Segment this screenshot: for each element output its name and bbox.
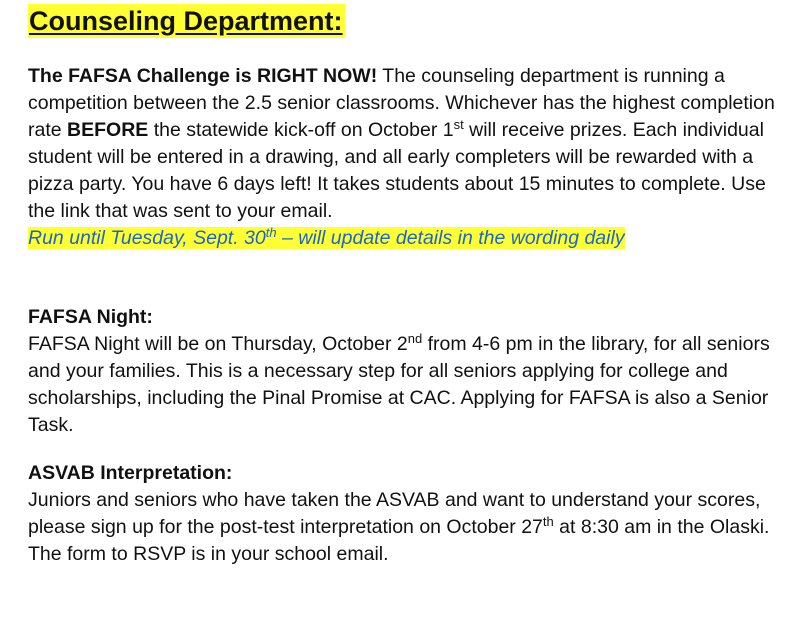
- asvab-ordinal-superscript: th: [542, 514, 554, 529]
- deadline-note: [28, 225, 788, 252]
- fafsa-challenge-text-1: The counseling department is running a competition between the 2.5 senior classrooms. Whichever has the highest completion rate: [28, 65, 775, 141]
- fafsa-challenge-text-2: the statewide kick-off on October 1: [148, 119, 454, 141]
- deadline-note-highlight: [28, 227, 625, 249]
- ordinal-superscript: st: [453, 117, 464, 132]
- fafsa-challenge-paragraph: [28, 63, 788, 225]
- asvab-section: [28, 460, 788, 568]
- fafsa-night-section: [28, 304, 788, 439]
- asvab-text-1: Juniors and seniors who have taken the ASVAB and want to understand your scores, please sign up for the post-test interpretation on October 27: [28, 489, 761, 538]
- asvab-text-2: at 8:30 am in the Olaski. The form to RSVP is in your school email.: [28, 516, 770, 565]
- asvab-heading: ASVAB Interpretation:: [28, 462, 233, 484]
- fafsa-night-ordinal-superscript: nd: [407, 331, 423, 346]
- fafsa-challenge-lead: The FAFSA Challenge is RIGHT NOW!: [28, 65, 378, 87]
- fafsa-night-text-1: FAFSA Night will be on Thursday, October 2: [28, 333, 408, 355]
- fafsa-challenge-section: [28, 63, 788, 252]
- fafsa-challenge-text-3: will receive prizes. Each individual student will be entered in a drawing, and all early completers will be rewarded with a pizza party. You have 6 days left! It takes students about 15 minutes to complete. Use the link that was sent to your email.: [28, 119, 766, 222]
- before-emphasis: BEFORE: [67, 119, 149, 141]
- fafsa-night-text-2: from 4-6 pm in the library, for all seniors and your families. This is a necessary step for all seniors applying for college and scholarships, including the Pinal Promise at CAC. Applying for FAFSA is also a Senior Task.: [28, 333, 770, 436]
- fafsa-night-paragraph: [28, 331, 788, 439]
- deadline-note-part-2: – will update details in the wording daily: [276, 227, 625, 249]
- fafsa-night-heading: FAFSA Night:: [28, 306, 153, 328]
- deadline-note-part-1: Run until Tuesday, Sept. 30: [28, 227, 266, 249]
- page-title: Counseling Department:: [29, 6, 343, 36]
- asvab-paragraph: [28, 487, 788, 568]
- deadline-ordinal-superscript: th: [265, 225, 277, 240]
